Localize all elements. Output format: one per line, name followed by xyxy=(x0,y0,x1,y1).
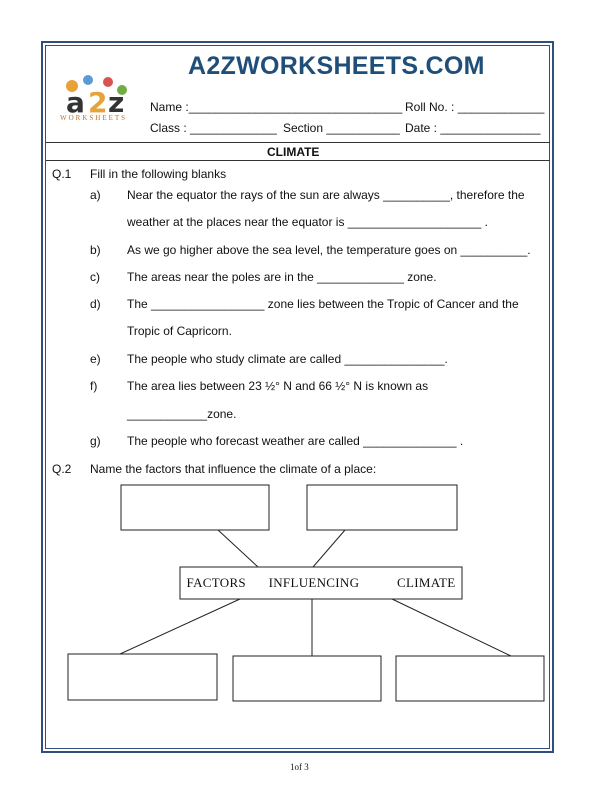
svg-text:2: 2 xyxy=(88,86,108,119)
name-blank: ________________________________ xyxy=(188,100,403,114)
q1d-line1: The _________________ zone lies between the Tropic of Cancer and the xyxy=(127,297,519,311)
section-blank: ___________ xyxy=(326,121,400,135)
section-label: Section xyxy=(283,121,324,135)
answer-box-top-right xyxy=(307,485,457,530)
logo-subtext: WORKSHEETS xyxy=(60,114,128,122)
q1b-letter: b) xyxy=(90,243,101,257)
connector-line-bottom-right xyxy=(392,599,511,656)
date-blank: _______________ xyxy=(440,121,541,135)
site-title: A2ZWORKSHEETS.COM xyxy=(188,52,485,80)
answer-box-top-left xyxy=(121,485,269,530)
q1c-line1: The areas near the poles are in the _____________ zone. xyxy=(127,270,437,284)
roll-blank: _____________ xyxy=(457,100,545,114)
q1a-line1: Near the equator the rays of the sun are always __________, therefore the xyxy=(127,188,525,202)
q1d-letter: d) xyxy=(90,297,101,311)
answer-box-bottom-left xyxy=(68,654,217,700)
q1c-letter: c) xyxy=(90,270,100,284)
q1e-line1: The people who study climate are called _______________. xyxy=(127,352,448,366)
class-label: Class : xyxy=(150,121,187,135)
q1d-line2: Tropic of Capricorn. xyxy=(127,324,232,338)
q1b-line1: As we go higher above the sea level, the temperature goes on __________. xyxy=(127,243,531,257)
q1f-line1: The area lies between 23 ½° N and 66 ½° N is known as xyxy=(127,379,429,393)
roll-label: Roll No. : xyxy=(405,100,455,114)
connector-line-top-left xyxy=(218,530,258,567)
q1g-letter: g) xyxy=(90,434,101,448)
answer-box-bottom-right xyxy=(396,656,544,701)
q1g-line1: The people who forecast weather are called ______________ . xyxy=(127,434,464,448)
connector-line-bottom-left xyxy=(120,599,240,654)
connector-line-top-right xyxy=(313,530,345,567)
q1f-letter: f) xyxy=(90,379,98,393)
q2-prompt: Name the factors that influence the climate of a place: xyxy=(90,462,377,476)
q1f-line2: ____________zone. xyxy=(127,407,237,421)
answer-box-bottom-middle xyxy=(233,656,381,701)
q1a-line2: weather at the places near the equator is ____________________ . xyxy=(127,215,488,229)
worksheet-title: CLIMATE xyxy=(267,145,320,159)
class-blank: _____________ xyxy=(190,121,277,135)
name-label: Name : xyxy=(150,100,189,114)
q1-prompt: Fill in the following blanks xyxy=(90,167,227,181)
page-number: 1of 3 xyxy=(290,762,309,772)
q2-number: Q.2 xyxy=(52,462,72,476)
q1e-letter: e) xyxy=(90,352,101,366)
q1a-letter: a) xyxy=(90,188,101,202)
svg-text:a: a xyxy=(66,86,85,119)
date-label: Date : xyxy=(405,121,438,135)
q1-number: Q.1 xyxy=(52,167,72,181)
svg-text:z: z xyxy=(108,86,125,119)
center-label: FACTORS INFLUENCING CLIMATE xyxy=(186,575,456,590)
